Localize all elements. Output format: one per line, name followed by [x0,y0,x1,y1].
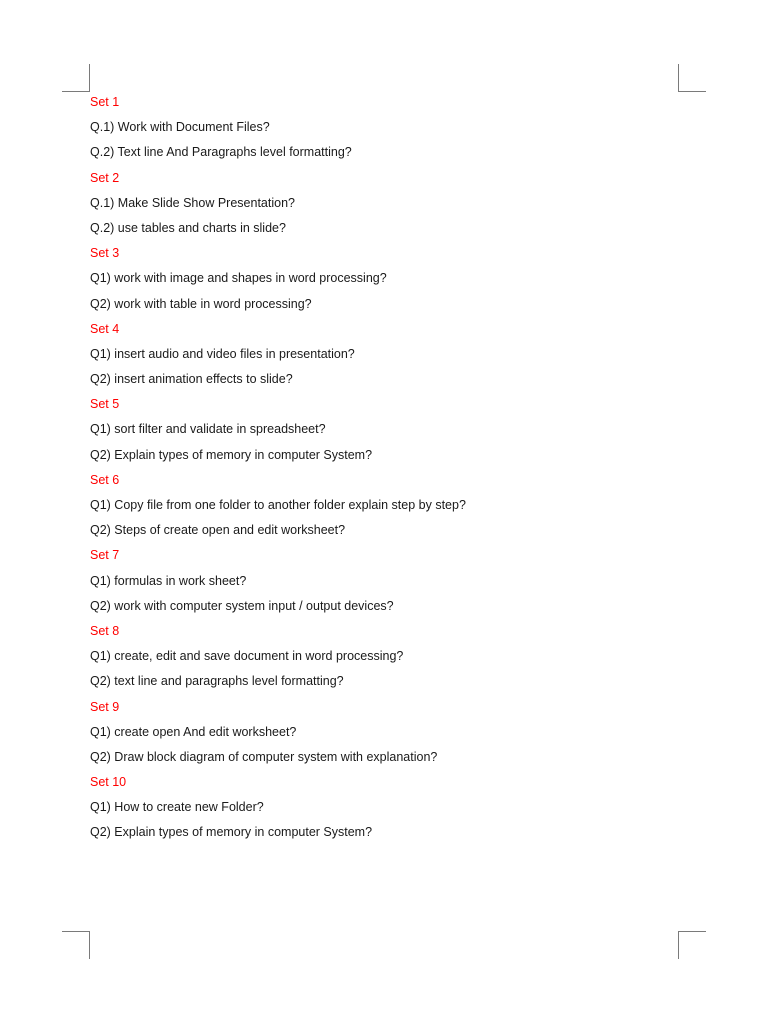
question-list [90,90,710,846]
question-item: Q1) How to create new Folder? [90,800,264,815]
question-item: Q2) work with computer system input / output devices? [90,598,394,613]
set-block [90,770,710,846]
question-item: Q2) Steps of create open and edit worksheet? [90,523,346,538]
set-heading: Set 6 [90,472,120,487]
question-item: Q1) insert audio and video files in presentation? [90,346,355,361]
set-heading: Set 5 [90,397,120,412]
question-item: Q2) work with table in word processing? [90,296,312,311]
question-item: Q.2) use tables and charts in slide? [90,220,286,235]
question-item: Q2) insert animation effects to slide? [90,372,293,387]
set-block [90,90,710,166]
set-heading: Set 2 [90,170,120,185]
crop-mark-top-right-vertical [678,64,679,92]
crop-mark-top-left-horizontal [62,91,90,92]
set-block [90,317,710,393]
question-item: Q1) create, edit and save document in word processing? [90,649,404,664]
question-item: Q1) formulas in work sheet? [90,573,247,588]
set-block [90,468,710,544]
set-block [90,619,710,695]
question-item: Q2) Draw block diagram of computer system with explanation? [90,749,438,764]
crop-mark-bottom-right-horizontal [678,931,706,932]
crop-mark-top-left-vertical [89,64,90,92]
question-item: Q.1) Make Slide Show Presentation? [90,195,295,210]
set-block [90,543,710,619]
set-heading: Set 1 [90,95,120,109]
set-block [90,241,710,317]
question-item: Q2) Explain types of memory in computer System? [90,825,373,840]
question-item: Q1) Copy file from one folder to another folder explain step by step? [90,498,466,512]
set-heading: Set 7 [90,548,120,563]
set-block [90,166,710,242]
set-heading: Set 3 [90,246,120,261]
set-heading: Set 10 [90,775,127,790]
set-heading: Set 4 [90,321,120,336]
crop-mark-bottom-left-vertical [89,931,90,959]
set-heading: Set 8 [90,623,120,638]
question-item: Q2) Explain types of memory in computer System? [90,447,373,462]
set-heading: Set 9 [90,699,120,714]
question-item: Q1) work with image and shapes in word processing? [90,271,387,286]
question-item: Q.2) Text line And Paragraphs level formatting? [90,145,352,160]
crop-mark-bottom-left-horizontal [62,931,90,932]
question-item: Q1) create open And edit worksheet? [90,724,297,739]
question-item: Q.1) Work with Document Files? [90,120,270,135]
set-block [90,695,710,771]
set-block [90,392,710,468]
question-item: Q1) sort filter and validate in spreadsheet? [90,422,326,437]
crop-mark-bottom-right-vertical [678,931,679,959]
question-item: Q2) text line and paragraphs level formatting? [90,674,344,689]
